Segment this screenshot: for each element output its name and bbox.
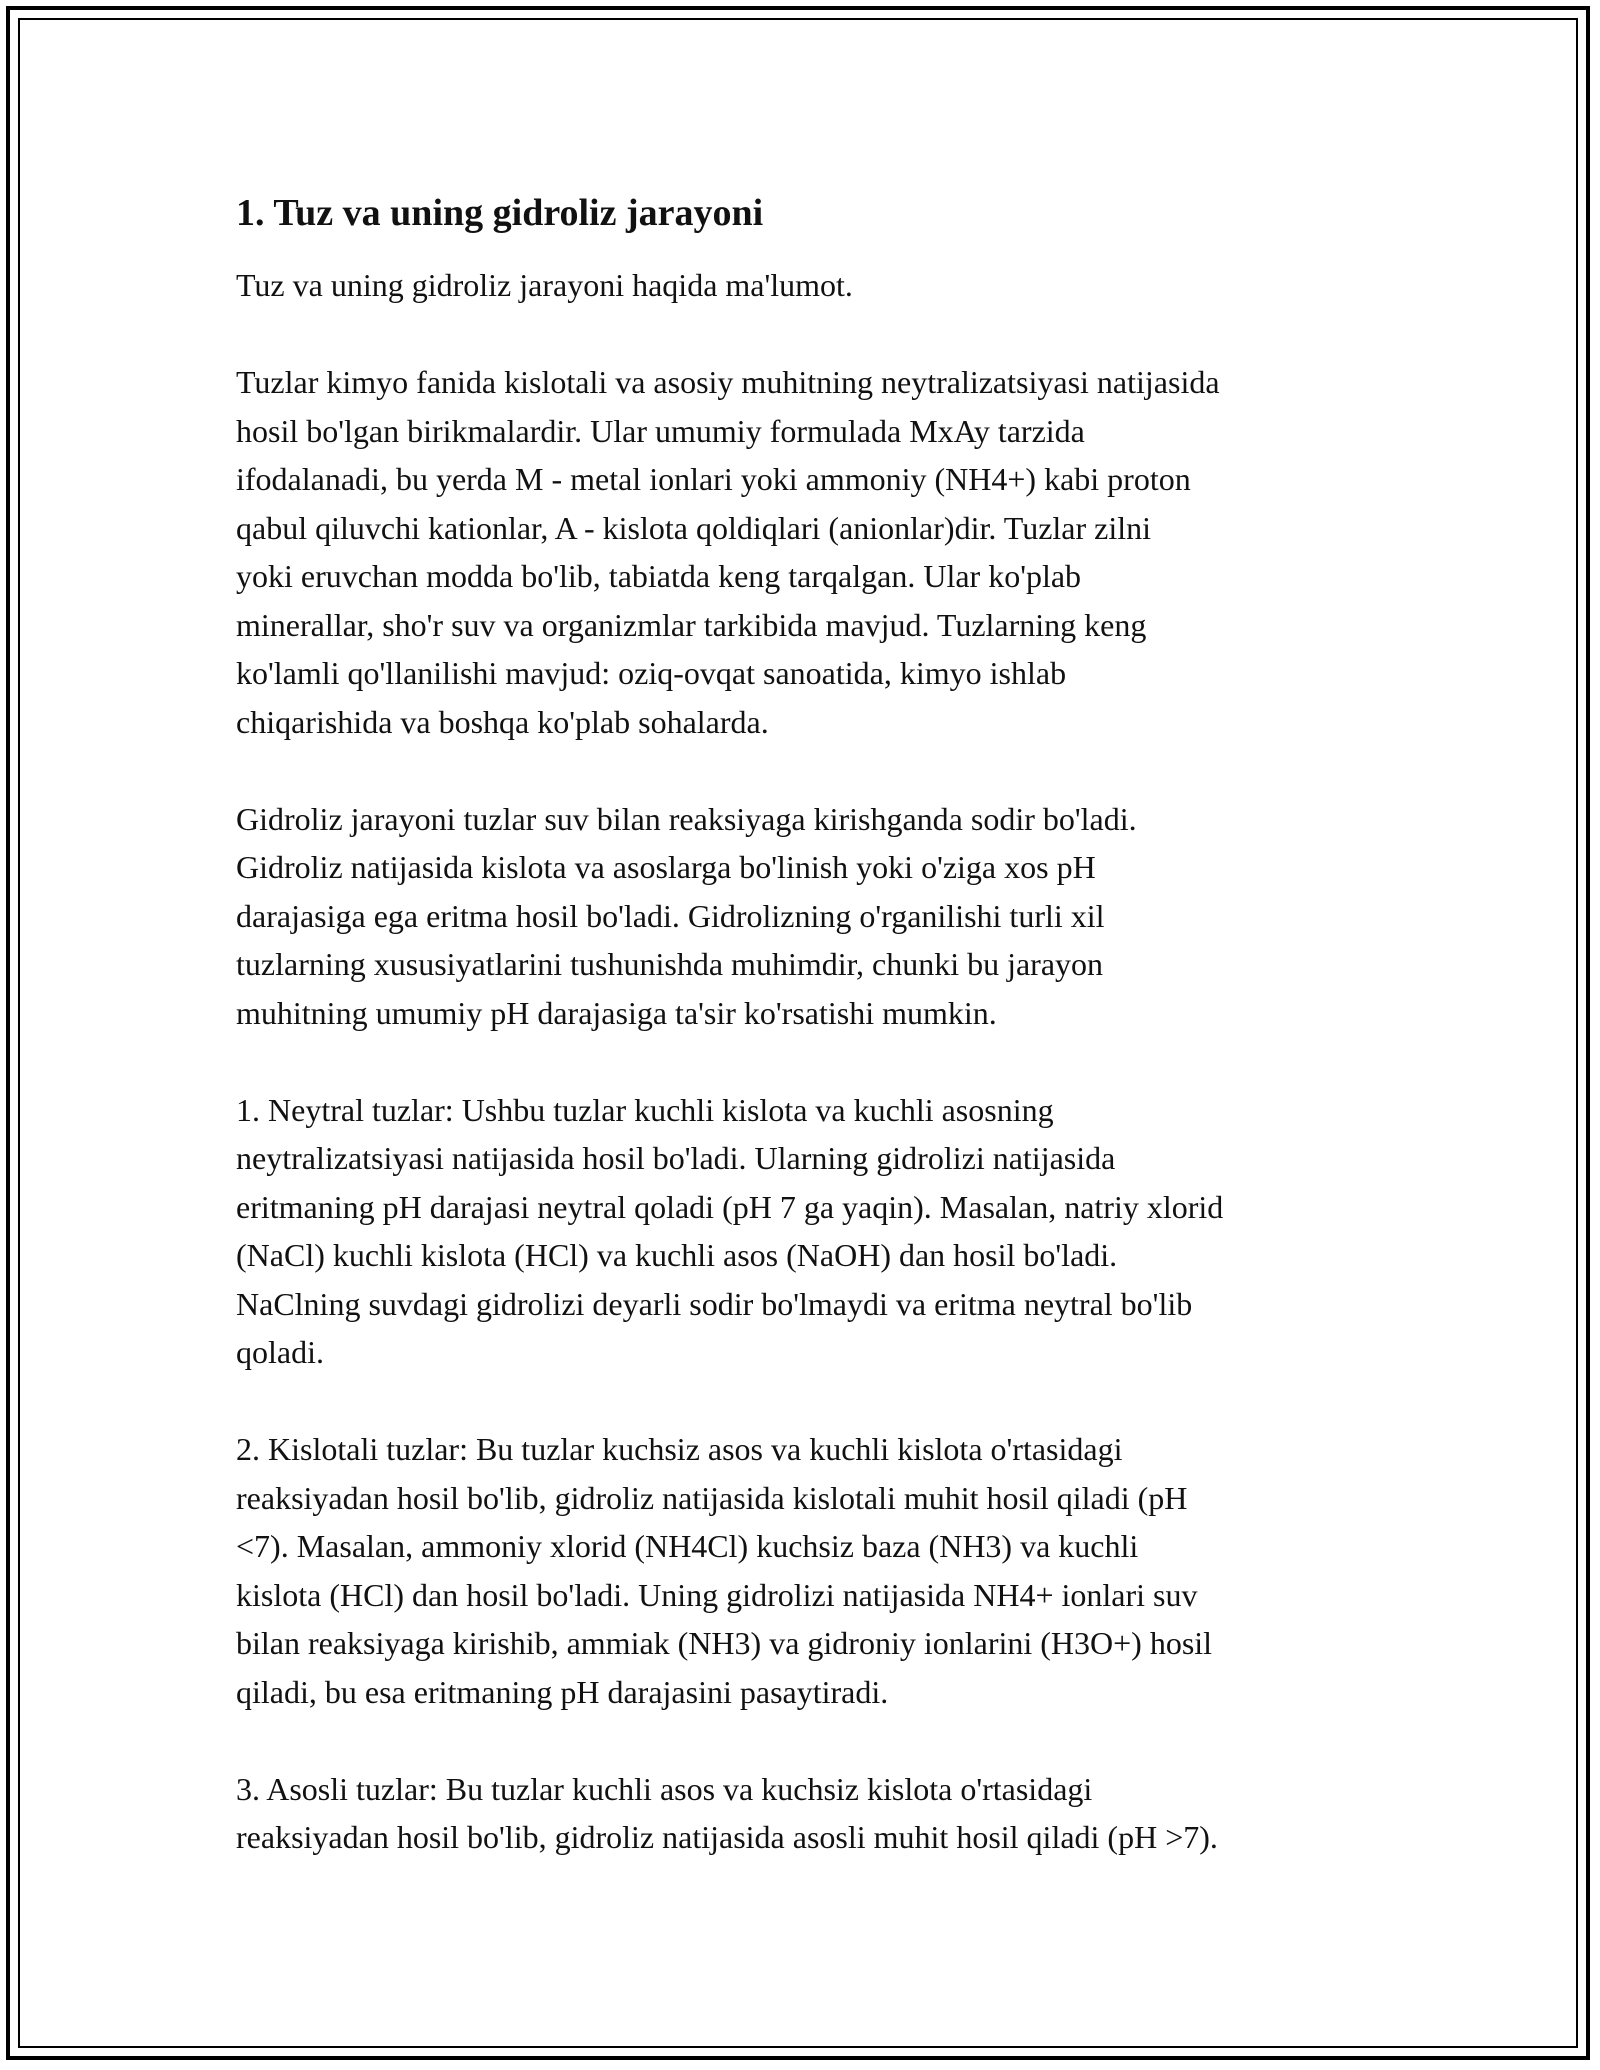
text-line: Gidroliz natijasida kislota va asoslarga bo'linish yoki o'ziga xos pH [236,849,1096,885]
text-line: reaksiyadan hosil bo'lib, gidroliz natijasida asosli muhit hosil qiladi (pH >7). [236,1819,1218,1855]
paragraph-neutral-salts [236,1086,1376,1377]
text-line: chiqarishida va boshqa ko'plab sohalarda. [236,703,769,740]
document-subtitle: Tuz va uning gidroliz jarayoni haqida ma'lumot. [236,267,853,303]
text-line: NaClning suvdagi gidrolizi deyarli sodir bo'lmaydi va eritma neytral bo'lib [236,1285,1193,1322]
text-line: <7). Masalan, ammoniy xlorid (NH4Cl) kuchsiz baza (NH3) va kuchli [236,1528,1139,1564]
text-line: minerallar, sho'r suv va organizmlar tarkibida mavjud. Tuzlarning keng [236,606,1147,643]
text-line: (NaCl) kuchli kislota (HCl) va kuchli asos (NaOH) dan hosil bo'ladi. [236,1237,1118,1273]
paragraph-hydrolysis-process [236,795,1376,1038]
text-line: eritmaning pH darajasi neytral qoladi (pH 7 ga yaqin). Masalan, natriy xlorid [236,1188,1224,1225]
text-line: neytralizatsiyasi natijasida hosil bo'ladi. Ularning gidrolizi natijasida [236,1140,1116,1176]
text-line: bilan reaksiyaga kirishib, ammiak (NH3) va gidroniy ionlarini (H3O+) hosil [236,1625,1213,1661]
text-line: yoki eruvchan modda bo'lib, tabiatda keng tarqalgan. Ular ko'plab [236,558,1082,594]
text-line: hosil bo'lgan birikmalardir. Ular umumiy formulada MxAy tarzida [236,412,1085,449]
text-line: 3. Asosli tuzlar: Bu tuzlar kuchli asos va kuchsiz kislota o'rtasidagi [236,1770,1093,1807]
text-line: 1. Neytral tuzlar: Ushbu tuzlar kuchli kislota va kuchli asosning [236,1091,1054,1128]
text-line: darajasiga ega eritma hosil bo'ladi. Gidrolizning o'rganilishi turli xil [236,897,1105,934]
text-line: tuzlarning xususiyatlarini tushunishda muhimdir, chunki bu jarayon [236,946,1104,982]
text-line: qabul qiluvchi kationlar, A - kislota qoldiqlari (anionlar)dir. Tuzlar zilni [236,509,1152,546]
text-line: 2. Kislotali tuzlar: Bu tuzlar kuchsiz asos va kuchli kislota o'rtasidagi [236,1431,1123,1467]
paragraph-salts-definition [236,358,1376,746]
document-title: 1. Tuz va uning gidroliz jarayoni [236,192,764,234]
text-line: ifodalanadi, bu yerda M - metal ionlari yoki ammoniy (NH4+) kabi proton [236,461,1191,497]
text-line: Gidroliz jarayoni tuzlar suv bilan reaksiyaga kirishganda sodir bo'ladi. [236,800,1137,837]
text-line: ko'lamli qo'llanilishi mavjud: oziq-ovqat sanoatida, kimyo ishlab [236,655,1067,691]
document-body [236,187,1376,1910]
text-line: kislota (HCl) dan hosil bo'ladi. Uning gidrolizi natijasida NH4+ ionlari suv [236,1576,1198,1613]
text-line: qiladi, bu esa eritmaning pH darajasini pasaytiradi. [236,1673,889,1710]
text-line: muhitning umumiy pH darajasiga ta'sir ko'rsatishi mumkin. [236,994,997,1031]
text-line: reaksiyadan hosil bo'lib, gidroliz natijasida kislotali muhit hosil qiladi (pH [236,1479,1188,1516]
paragraph-basic-salts [236,1765,1376,1862]
text-line: qoladi. [236,1334,324,1370]
text-line: Tuzlar kimyo fanida kislotali va asosiy muhitning neytralizatsiyasi natijasida [236,364,1220,400]
paragraph-acidic-salts [236,1425,1376,1716]
